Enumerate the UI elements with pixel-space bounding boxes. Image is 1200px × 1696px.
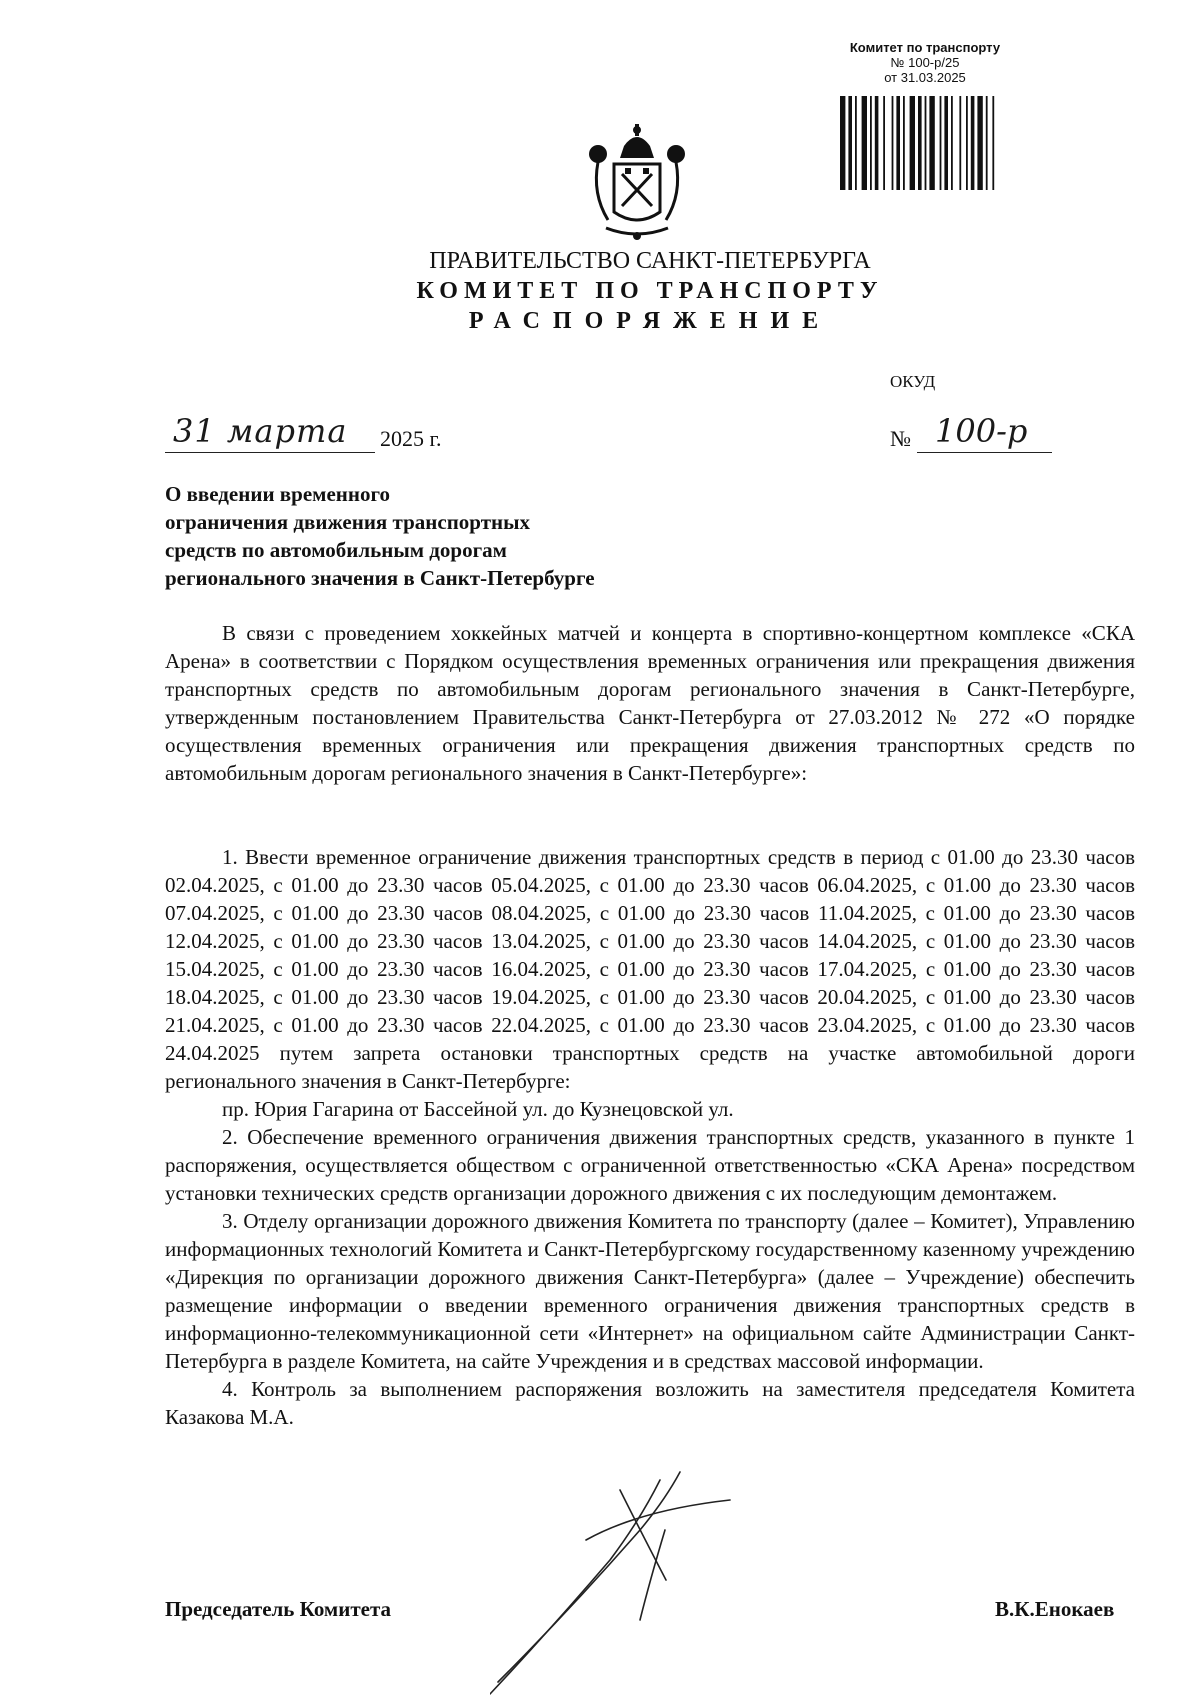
okud-label: ОКУД bbox=[890, 372, 936, 391]
number-label: № bbox=[890, 426, 911, 451]
order-item-4: 4. Контроль за выполнением распоряжения возложить на заместителя председателя Комитета Казакова М.А. bbox=[165, 1377, 1135, 1429]
committee-name: КОМИТЕТ ПО ТРАНСПОРТУ bbox=[416, 278, 884, 304]
handwritten-number: 100-р bbox=[935, 412, 1028, 450]
order-item-2: 2. Обеспечение временного ограничения движения транспортных средств, указанного в пункте 1 распоряжения, осуществляется обществом с ограниченной ответственностью «СКА Арена» посредством установки технических средств организации дорожного движения с их последующим демонтажем. bbox=[165, 1125, 1135, 1205]
handwritten-signature bbox=[490, 1470, 770, 1696]
document-subject bbox=[165, 480, 725, 592]
government-name: ПРАВИТЕЛЬСТВО САНКТ-ПЕТЕРБУРГА bbox=[429, 248, 871, 274]
barcode bbox=[840, 96, 1045, 190]
stamp-org: Комитет по транспорту bbox=[849, 40, 1001, 55]
document-header bbox=[0, 246, 1200, 336]
registration-stamp bbox=[800, 40, 1050, 85]
order-item-street: пр. Юрия Гагарина от Бассейной ул. до Кузнецовской ул. bbox=[222, 1097, 734, 1121]
preamble-paragraph: В связи с проведением хоккейных матчей и концерта в спортивно-концертном комплексе «СКА Арена» в соответствии с Порядком осуществления временных ограничения или прекращения движения транспортных средств по автомобильным дорогам регионального значения в Санкт-Петербурге, утвержденным постановлением Правительства Санкт-Петербурга от 27.03.2012 № 272 «О порядке осуществления временных ограничения или прекращения движения транспортных средств по автомобильным дорогам регионального значения в Санкт-Петербурге»: bbox=[165, 621, 1135, 785]
coat-of-arms-icon bbox=[584, 124, 690, 240]
preamble bbox=[165, 619, 1135, 787]
stamp-reg-number: № 100-р/25 bbox=[890, 55, 960, 70]
number-underline bbox=[917, 452, 1052, 453]
signatory-position: Председатель Комитета bbox=[165, 1597, 392, 1621]
order-item-1: 1. Ввести временное ограничение движения транспортных средств в период с 01.00 до 23.30 часов 02.04.2025, с 01.00 до 23.30 часов 05.04.2025, с 01.00 до 23.30 часов 06.04.2025, с 01.00 до 23.30 часов 07.04.2025, с 01.00 до 23.30 часов 08.04.2025, с 01.00 до 23.30 часов 11.04.2025, с 01.00 до 23.30 часов 12.04.2025, с 01.00 до 23.30 часов 13.04.2025, с 01.00 до 23.30 часов 14.04.2025, с 01.00 до 23.30 часов 15.04.2025, с 01.00 до 23.30 часов 16.04.2025, с 01.00 до 23.30 часов 17.04.2025, с 01.00 до 23.30 часов 18.04.2025, с 01.00 до 23.30 часов 19.04.2025, с 01.00 до 23.30 часов 20.04.2025, с 01.00 до 23.30 часов 21.04.2025, с 01.00 до 23.30 часов 22.04.2025, с 01.00 до 23.30 часов 23.04.2025, с 01.00 до 23.30 часов 24.04.2025 путем запрета остановки транспортных средств на участке автомобильной дороги регионального значения в Санкт-Петербурге: bbox=[165, 845, 1135, 1093]
signatory-name: В.К.Енокаев bbox=[995, 1597, 1115, 1621]
subject-line: О введении временного bbox=[165, 482, 390, 506]
handwritten-date: 31 марта bbox=[173, 412, 348, 450]
stamp-reg-date: от 31.03.2025 bbox=[884, 70, 966, 85]
subject-line: ограничения движения транспортных bbox=[165, 510, 531, 534]
document-type: РАСПОРЯЖЕНИЕ bbox=[468, 308, 832, 334]
date-number-row bbox=[165, 412, 1065, 454]
date-year: 2025 г. bbox=[380, 426, 442, 451]
order-item-3: 3. Отделу организации дорожного движения Комитета по транспорту (далее – Комитет), Управлению информационных технологий Комитета и Санкт-Петербургскому государственному казенному учреждению «Дирекция по организации дорожного движения Санкт-Петербурга» (далее – Учреждение) обеспечить размещение информации о введении временного ограничения движения транспортных средств в информационно-телекоммуникационной сети «Интернет» на официальном сайте Администрации Санкт-Петербурга в разделе Комитета, на сайте Учреждения и в средствах массовой информации. bbox=[165, 1209, 1135, 1373]
subject-line: средств по автомобильным дорогам bbox=[165, 538, 507, 562]
subject-line: регионального значения в Санкт-Петербурге bbox=[165, 566, 595, 590]
order-items bbox=[165, 843, 1135, 1431]
date-underline bbox=[165, 452, 375, 453]
